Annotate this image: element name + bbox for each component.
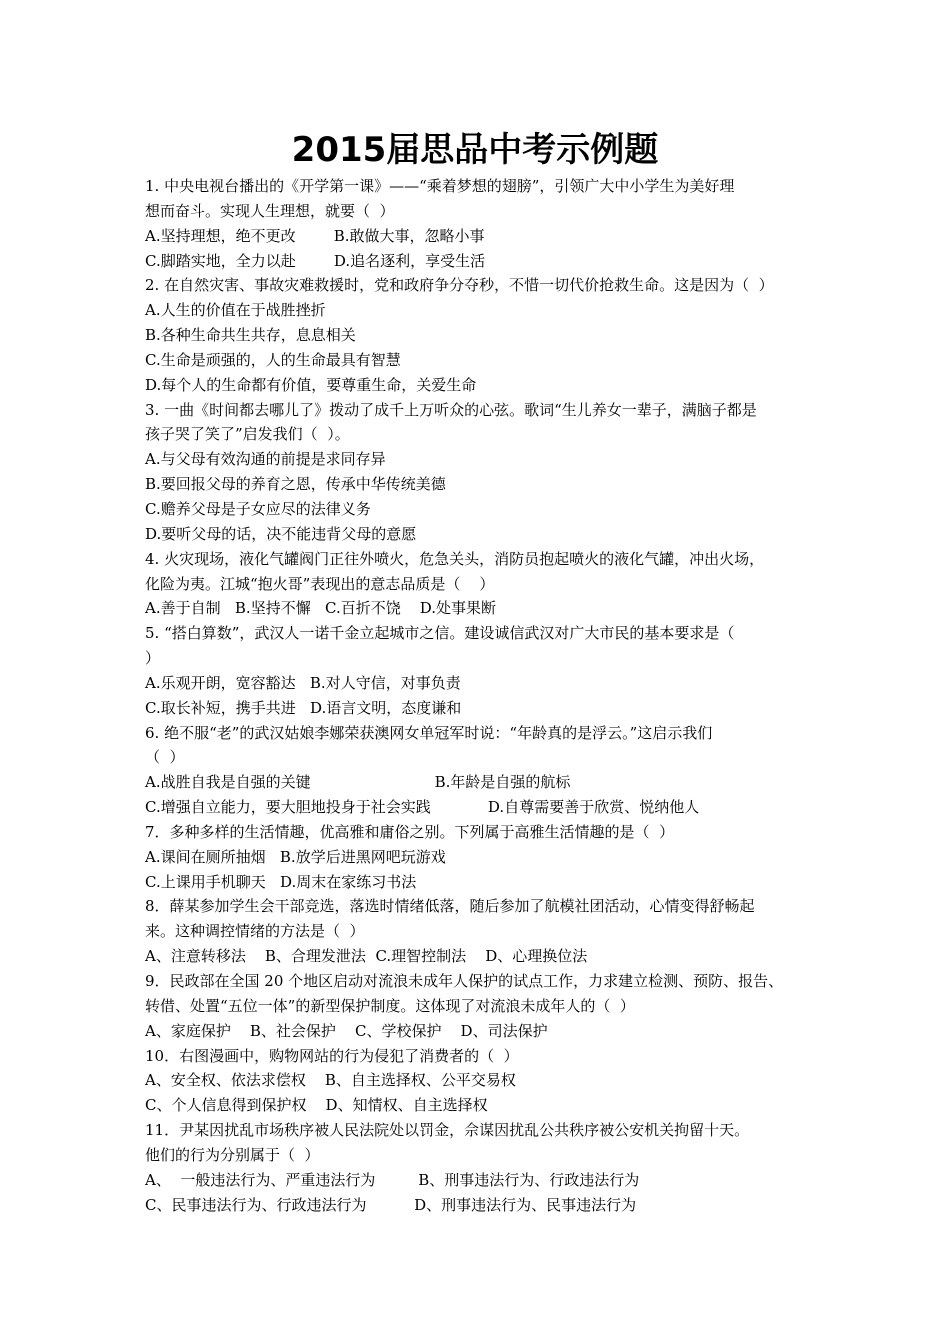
text-line: 11．尹某因扰乱市场秩序被人民法院处以罚金，佘谋因扰乱公共秩序被公安机关拘留十天。 — [145, 1121, 750, 1140]
text-line: 2. 在自然灾害、事故灾难救援时，党和政府争分夺秒，不惜一切代价抢救生命。这是因为（ ） — [145, 276, 774, 295]
text-line: B.各种生命共生共存，息息相关 — [145, 326, 356, 345]
text-line: 4. 火灾现场，液化气罐阀门正往外喷火，危急关头，消防员抱起喷火的液化气罐，冲出火场， — [145, 549, 765, 568]
text-line: A.课间在厕所抽烟 B.放学后进黑网吧玩游戏 — [145, 847, 446, 866]
text-line: ） — [145, 649, 161, 668]
document-title: 2015届思品中考示例题 — [291, 130, 659, 170]
text-line: 5. “搭白算数”，武汉人一诺千金立起城市之信。建设诚信武汉对广大市民的基本要求是（ — [145, 624, 735, 643]
text-line: 7．多种多样的生活情趣，优高雅和庸俗之别。下列属于高雅生活情趣的是（ ） — [145, 822, 675, 841]
text-line: A、安全权、依法求偿权 B、自主选择权、公平交易权 — [145, 1071, 516, 1090]
text-line: 他们的行为分别属于（ ） — [145, 1145, 320, 1164]
text-line: 10．右图漫画中，购物网站的行为侵犯了消费者的（ ） — [145, 1046, 519, 1065]
text-line: A.乐观开朗，宽容豁达 B.对人守信，对事负责 — [145, 673, 461, 692]
text-line: A、 一般违法行为、严重违法行为 B、刑事违法行为、行政违法行为 — [145, 1170, 640, 1189]
text-line: C.脚踏实地，全力以赴 D.追名逐利，享受生活 — [145, 251, 486, 270]
text-line: A.与父母有效沟通的前提是求同存异 — [145, 450, 386, 469]
text-line: 来。这种调控情绪的方法是（ ） — [145, 922, 365, 941]
text-line: C、民事违法行为、行政违法行为 D、刑事违法行为、民事违法行为 — [145, 1195, 637, 1214]
text-line: C.生命是顽强的，人的生命最具有智慧 — [145, 350, 401, 369]
text-line: A.善于自制 B.坚持不懈 C.百折不饶 D.处事果断 — [145, 599, 497, 618]
text-line: A、注意转移法 B、合理发泄法 C.理智控制法 D、心理换位法 — [145, 947, 588, 966]
text-line: 9．民政部在全国 20 个地区启动对流浪未成年人保护的试点工作，力求建立检测、预防、报告、 — [145, 972, 784, 990]
text-line: 8．薛某参加学生会干部竞选，落选时情绪低落，随后参加了航模社团活动，心情变得舒畅起 — [145, 897, 755, 916]
text-line: D.要听父母的话，决不能违背父母的意愿 — [145, 524, 417, 543]
text-line: C、个人信息得到保护权 D、知情权、自主选择权 — [145, 1096, 488, 1115]
text-line: C.上课用手机聊天 D.周末在家练习书法 — [145, 872, 417, 891]
text-line: 孩子哭了笑了”启发我们（ ）。 — [145, 425, 350, 444]
text-line: A、家庭保护 B、社会保护 C、学校保护 D、司法保护 — [145, 1021, 548, 1040]
text-line: 1. 中央电视台播出的《开学第一课》——“乘着梦想的翅膀”，引领广大中小学生为美好理 — [145, 177, 735, 195]
text-line: （ ） — [145, 748, 185, 767]
text-line: 转借、处置“五位一体”的新型保护制度。这体现了对流浪未成年人的（ ） — [145, 996, 635, 1015]
text-line: A.人生的价值在于战胜挫折 — [145, 301, 326, 320]
text-line: B.要回报父母的养育之恩，传承中华传统美德 — [145, 475, 446, 494]
text-line: D.每个人的生命都有价值，要尊重生命，关爱生命 — [145, 375, 477, 394]
text-line: 想而奋斗。实现人生理想，就要（ ） — [145, 201, 395, 220]
document-body — [145, 174, 811, 1217]
text-line: A.坚持理想，绝不更改 B.敢做大事，忽略小事 — [145, 226, 485, 245]
text-line: C.增强自立能力，要大胆地投身于社会实践 D.自尊需要善于欣赏、悦纳他人 — [145, 798, 700, 817]
text-line: C.赡养父母是子女应尽的法律义务 — [145, 499, 371, 518]
text-line: A.战胜自我是自强的关键 B.年龄是自强的航标 — [145, 773, 571, 792]
text-line: 化险为夷。江城“抱火哥”表现出的意志品质是（ ） — [145, 574, 495, 593]
text-line: 6. 绝不服“老”的武汉姑娘李娜荣获澳网女单冠军时说：“年龄真的是浮云。”这启示我们 — [145, 723, 713, 742]
text-line: C.取长补短，携手共进 D.语言文明，态度谦和 — [145, 698, 462, 717]
text-line: 3. 一曲《时间都去哪儿了》拨动了成千上万听众的心弦。歌词“生儿养女一辈子，满脑子都是 — [145, 400, 757, 419]
